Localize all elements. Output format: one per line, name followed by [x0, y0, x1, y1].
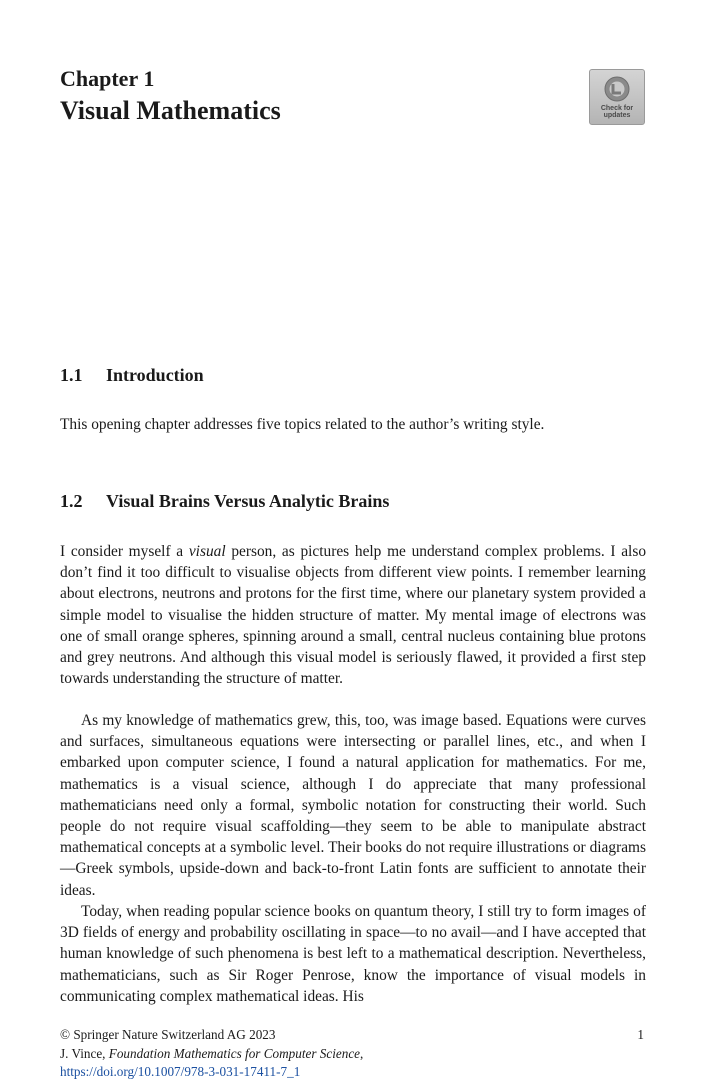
badge-label [601, 105, 633, 119]
body-paragraph-3: Today, when reading popular science books on quantum theory, I still try to form images of 3D fields of energy and probability oscillating in space—to no avail—and I have accepted that human knowledge of such phenomena is best left to a mathematical description. Nevertheless, mathematicians, such as Sir Roger Penrose, know the importance of visual models in communicating complex mathematical ideas. His [60, 903, 646, 1005]
body-paragraph-2: As my knowledge of mathematics grew, this, too, was image based. Equations were curves and surfaces, simultaneous equations were intersecting or parallel lines, etc., and when I embarked upon computer science, I found a natural application for mathematics. For me, mathematics is a visual science, although I do appreciate that many professional mathematicians need only a formal, symbolic notation for constructing their world. Such people do not require visual scaffolding—they seem to be able to manipulate abstract mathematical concepts at a symbolic level. Their books do not require illustrations or diagrams—Greek symbols, upside-down and back-to-front Latin fonts are sufficient to annotate their ideas. [60, 712, 646, 899]
body-paragraph-1 [60, 541, 646, 689]
emphasis-text: visual [188, 543, 226, 560]
paragraph-text: person, as pictures help me understand complex problems. I also don’t find it too difficult to visualise objects from different view points. I remember learning about electrons, neutrons and protons for the first time, where our planetary system provided a simple model to visualise the hidden structure of matter. My mental image of electrons was one of small orange spheres, spinning around a small, central nucleus containing blue protons and grey neutrons. And although this visual model is seriously flawed, it provided a first step towards understanding the structure of matter. [60, 543, 647, 688]
doi-link[interactable]: https://doi.org/10.1007/978-3-031-17411-7_1 [60, 1064, 301, 1079]
badge-line-2: updates [603, 112, 631, 119]
page-footer [60, 1026, 646, 1082]
citation-punctuation: , [360, 1045, 364, 1061]
paragraph-text: I consider myself a [60, 543, 189, 560]
chapter-label: Chapter 1 [60, 66, 155, 91]
citation-author: J. Vince, [60, 1045, 109, 1061]
section-heading-introduction [60, 363, 204, 387]
section-number: 1.1 [60, 365, 83, 385]
section-number: 1.2 [60, 491, 83, 511]
check-for-updates-icon [603, 75, 631, 103]
citation [60, 1045, 646, 1064]
page-number: 1 [637, 1027, 644, 1042]
badge-line-1: Check for [600, 105, 634, 112]
copyright-notice: © Springer Nature Switzerland AG 2023 [60, 1027, 276, 1042]
book-title: Foundation Mathematics for Computer Science [108, 1045, 361, 1061]
check-for-updates-badge[interactable] [589, 69, 645, 125]
section-title: Introduction [106, 365, 204, 385]
section-title: Visual Brains Versus Analytic Brains [106, 491, 390, 511]
chapter-title: Visual Mathematics [60, 96, 281, 125]
section-heading-visual-brains [60, 489, 389, 513]
intro-paragraph: This opening chapter addresses five topics related to the author’s writing style. [60, 416, 545, 433]
